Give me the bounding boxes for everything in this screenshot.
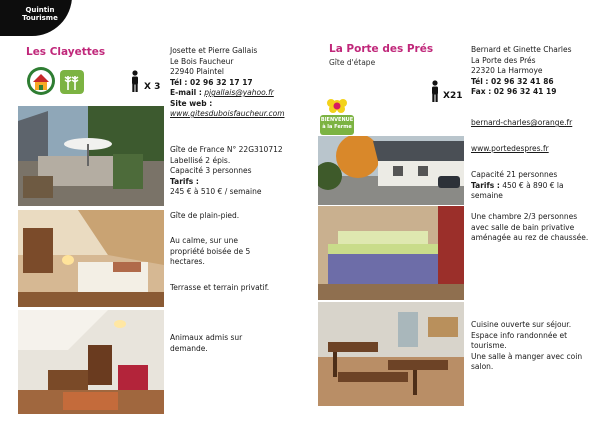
tarifs-row	[471, 181, 591, 202]
bienvenue-a-la-ferme-logo	[318, 95, 356, 137]
capacity-text: Capacité 21 personnes	[471, 170, 558, 179]
capacity-count-right: X21	[443, 91, 463, 101]
email-link[interactable]: pjgallais@yahoo.fr	[204, 88, 274, 97]
fax: Fax : 02 96 32 41 19	[471, 87, 557, 96]
desc-right-line-2: Espace info randonnée et tourisme.	[471, 330, 568, 350]
owner-names: Josette et Pierre Gallais	[170, 46, 258, 55]
web-label: Site web :	[170, 98, 213, 108]
listing-subtitle-right: Gîte d'étape	[329, 58, 376, 67]
tarifs-value: 245 € à 510 € / semaine	[170, 187, 262, 196]
details-block-right	[471, 170, 591, 202]
address-city: 22320 La Harmoye	[471, 66, 543, 75]
logo-label	[320, 117, 354, 131]
photo-exterior-terrace	[18, 106, 164, 206]
owner-names: Bernard et Ginette Charles	[471, 45, 572, 54]
photo-bedroom-right	[318, 206, 464, 300]
person-icon	[430, 80, 440, 102]
email-label: E-mail :	[170, 88, 202, 97]
label-epis: Labellisé 2 épis.	[170, 155, 231, 165]
brand-line-2: Tourisme	[22, 14, 58, 22]
tarifs-label: Tarifs :	[471, 180, 500, 190]
tarifs-value: 450 € à 890 € la semaine	[471, 180, 564, 200]
brand-line-1: Quintin	[25, 6, 55, 14]
logo-label-line-2: à la Ferme	[322, 124, 352, 130]
gites-de-france-logo	[26, 66, 56, 96]
capacity-text: Capacité 3 personnes	[170, 166, 252, 175]
gite-reference: Gîte de France N° 22G310712	[170, 145, 283, 154]
address-place: Le Bois Faucheur	[170, 56, 234, 66]
listing-title-left: Les Clayettes	[26, 46, 106, 58]
brand-name	[14, 6, 66, 22]
contact-block-right	[471, 45, 596, 98]
address-place: La Porte des Prés	[471, 55, 536, 65]
desc-right-line-3: Une salle à manger avec coin salon.	[471, 351, 583, 371]
desc-left-4: Animaux admis sur demande.	[170, 333, 243, 353]
desc-left-1: Gîte de plain-pied.	[170, 211, 240, 220]
website-link[interactable]: www.portedespres.fr	[471, 144, 549, 153]
desc-left-2: Au calme, sur une propriété boisée de 5 hectares.	[170, 236, 251, 266]
capacity-count-left: X 3	[144, 82, 161, 92]
desc-right-line-1: Cuisine ouverte sur séjour.	[471, 320, 572, 329]
photo-bedroom	[18, 210, 164, 307]
website-link[interactable]: www.gitesduboisfaucheur.com	[170, 109, 285, 118]
phone: Tél : 02 96 32 41 86	[471, 76, 554, 86]
details-block-left	[170, 145, 320, 198]
photo-farmhouse-exterior	[318, 136, 464, 205]
email-row	[170, 88, 320, 99]
email-link[interactable]: bernard-charles@orange.fr	[471, 118, 573, 127]
desc-right-1: Une chambre 2/3 personnes avec salle de bain privative aménagée au rez de chaussée.	[471, 212, 589, 242]
person-icon	[130, 70, 140, 92]
desc-right-2	[471, 320, 596, 373]
contact-block-left	[170, 46, 320, 120]
wheat-epis-icon	[60, 70, 84, 94]
phone: Tél : 02 96 32 17 17	[170, 77, 253, 87]
photo-dining-room	[318, 302, 464, 406]
desc-left-3: Terrasse et terrain privatif.	[170, 283, 270, 292]
listing-title-right: La Porte des Prés	[329, 43, 434, 55]
address-city: 22940 Plaintel	[170, 67, 224, 76]
logo-label-line-1: BIENVENUE	[320, 117, 354, 123]
photo-living-room	[18, 310, 164, 414]
tarifs-label: Tarifs :	[170, 176, 199, 186]
